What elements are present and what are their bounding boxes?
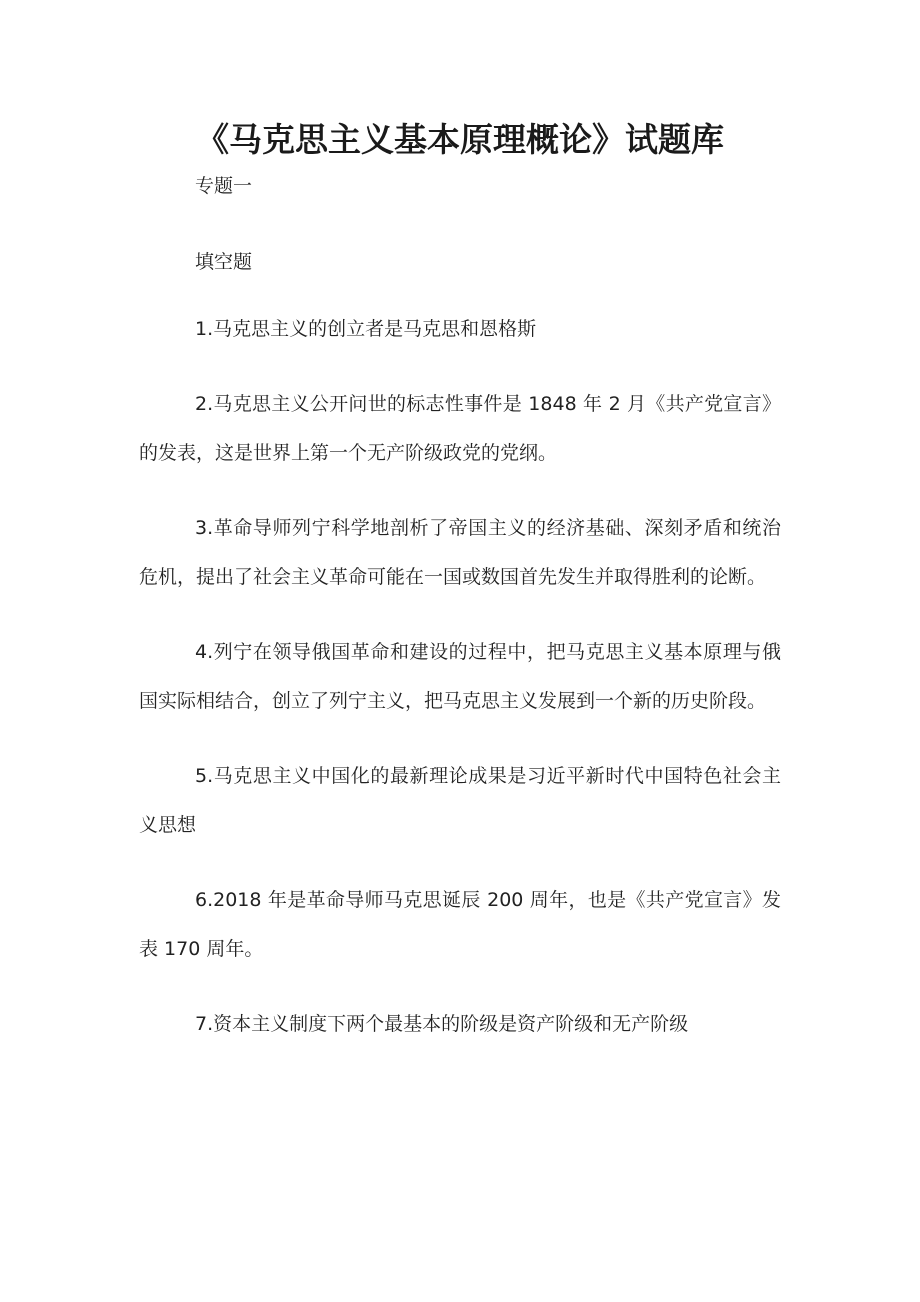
question-item: 1.马克思主义的创立者是马克思和恩格斯 [195,318,537,340]
question-item: 4.列宁在领导俄国革命和建设的过程中，把马克思主义基本原理与俄国实际相结合，创立了列宁主义，把马克思主义发展到一个新的历史阶段。 [139,641,781,712]
section-label: 填空题 [195,251,253,273]
document-title: 《马克思主义基本原理概论》试题库 [196,120,724,159]
question-item: 7.资本主义制度下两个最基本的阶级是资产阶级和无产阶级 [195,1013,689,1035]
question-item: 6.2018 年是革命导师马克思诞辰 200 周年，也是《共产党宣言》发表 170 周年。 [139,889,781,960]
document-body [139,170,781,1049]
question-item: 5.马克思主义中国化的最新理论成果是习近平新时代中国特色社会主义思想 [139,765,781,836]
topic-label: 专题一 [195,175,253,197]
question-item: 2.马克思主义公开问世的标志性事件是 1848 年 2 月《共产党宣言》的发表，这是世界上第一个无产阶级政党的党纲。 [139,393,781,464]
question-list [139,305,781,1049]
question-item: 3.革命导师列宁科学地剖析了帝国主义的经济基础、深刻矛盾和统治危机，提出了社会主义革命可能在一国或数国首先发生并取得胜利的论断。 [139,517,781,588]
